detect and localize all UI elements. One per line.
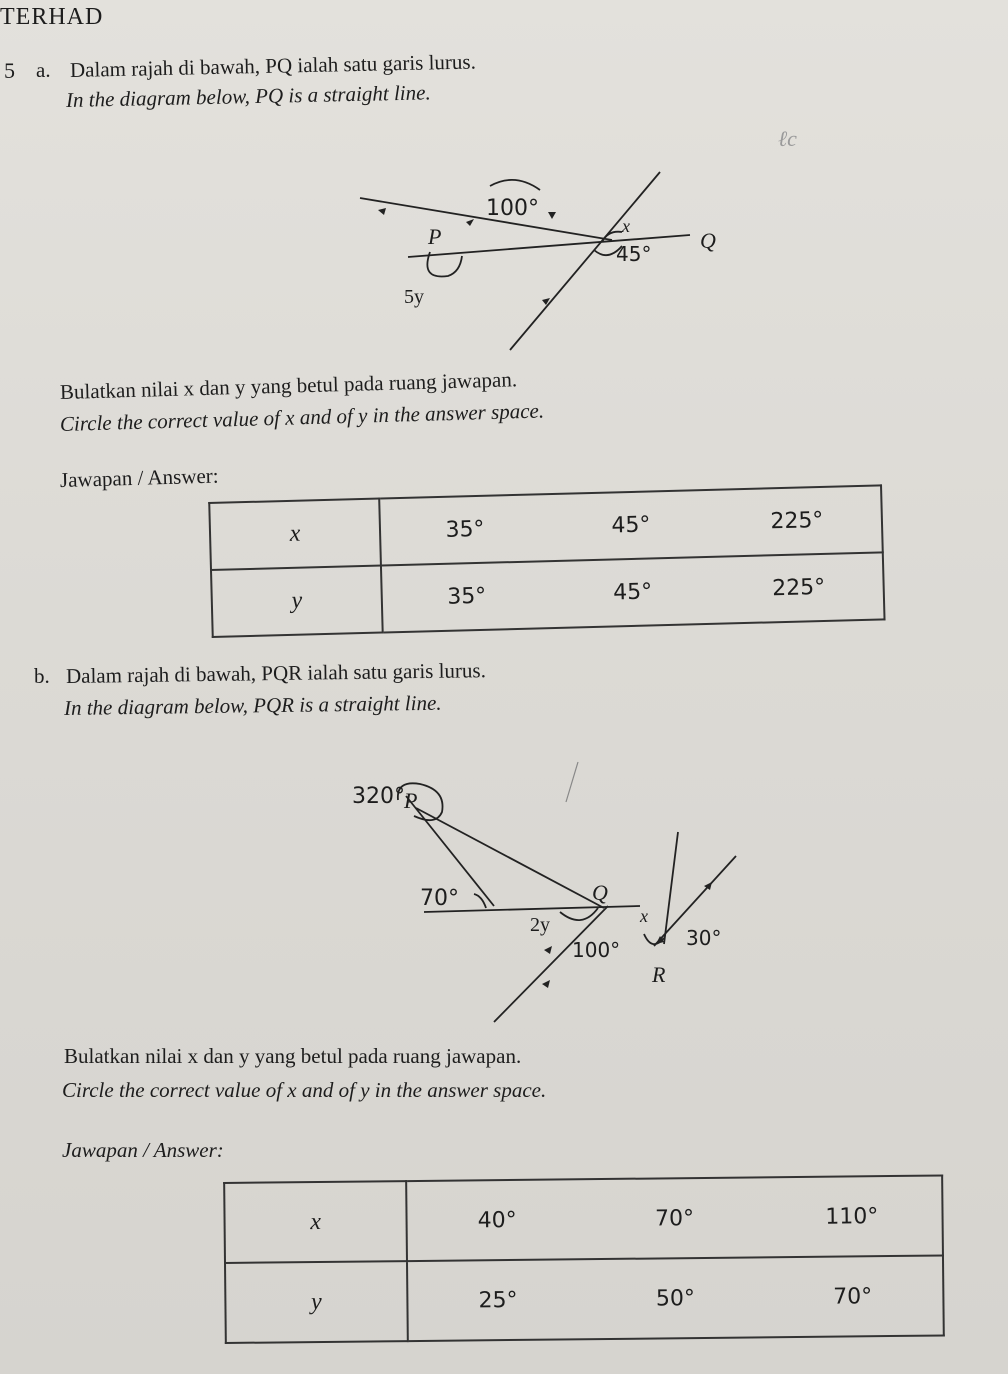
diagram-b-angle-320: 320° [352,784,405,809]
part-b-answer-table [223,1174,945,1344]
part-b-y-option-1[interactable]: 25° [478,1287,518,1313]
restricted-header: TERHAD [0,4,104,30]
part-b-intro-en: In the diagram below, PQR is a straight line. [63,690,442,720]
diagram-a-angle-x: x [622,216,630,236]
part-b-x-option-1[interactable]: 40° [477,1207,517,1233]
part-b-intro-ms: Dalam rajah di bawah, PQR ialah satu garis lurus. [65,658,487,688]
arrow-b2 [542,980,550,988]
part-b-y-label: y [225,1261,408,1343]
part-b-x-options [406,1175,943,1261]
margin-mark: ℓc [778,126,797,151]
part-a-intro-en: In the diagram below, PQ is a straight line. [65,80,431,112]
part-b-y-option-2[interactable]: 50° [655,1285,696,1311]
diagram-a-angle-45: 45° [616,242,652,266]
part-a-y-option-3[interactable]: 225° [771,574,826,602]
arrow-b1 [544,946,552,954]
diagram-a-point-p: P [428,224,442,249]
diagram-a-angle-100: 100° [486,196,539,221]
line-transversal-b [494,906,608,1022]
part-b-x-option-2[interactable]: 70° [654,1205,695,1231]
part-b-answer-label: Jawapan / Answer: [62,1138,224,1162]
part-a-answer-label: Jawapan / Answer: [59,463,219,492]
arc-70 [474,894,486,908]
part-b-row-y [225,1255,944,1343]
part-b-y-option-3[interactable]: 70° [833,1283,873,1310]
part-b-x-option-3[interactable]: 110° [825,1203,879,1230]
part-a-instruction-en: Circle the correct value of x and of y in the answer space. [59,398,545,436]
question-number: 5 [4,58,15,83]
part-b-label: b. [34,664,50,688]
diagram-b-angle-x: x [640,906,648,926]
arc-2y [560,908,598,920]
part-a-x-option-2[interactable]: 45° [611,512,651,539]
part-b-instruction-en: Circle the correct value of x and of y in the answer space. [62,1078,547,1102]
part-b-row-x [224,1175,943,1263]
diagram-b-angle-2y: 2y [530,914,550,936]
diagram-b-angle-100: 100° [572,938,621,962]
diagram-b-angle-30: 30° [686,926,722,950]
diagram-b-angle-70: 70° [420,886,459,911]
part-a-y-option-1[interactable]: 35° [446,583,487,610]
diagram-a-angle-5y: 5y [404,286,424,308]
part-a-y-option-2[interactable]: 45° [612,579,653,606]
part-a-label: a. [36,58,51,82]
part-a-x-option-1[interactable]: 35° [445,516,485,543]
part-b-y-options [407,1255,944,1341]
diagram-b-point-r: R [652,962,666,987]
part-a-y-label: y [211,566,383,637]
part-b-instruction-ms: Bulatkan nilai x dan y yang betul pada ruang jawapan. [64,1044,522,1068]
part-a-instruction-ms: Bulatkan nilai x dan y yang betul pada ruang jawapan. [59,367,518,404]
diagram-b-point-q: Q [592,880,608,905]
diagram-a-point-q: Q [700,228,716,253]
part-a-intro-ms: Dalam rajah di bawah, PQ ialah satu garis lurus. [69,49,477,82]
part-a-x-option-3[interactable]: 225° [770,507,824,535]
part-b-x-label: x [224,1181,407,1263]
part-a-x-label: x [209,499,381,570]
diagram-b-point-p: P [404,788,418,813]
